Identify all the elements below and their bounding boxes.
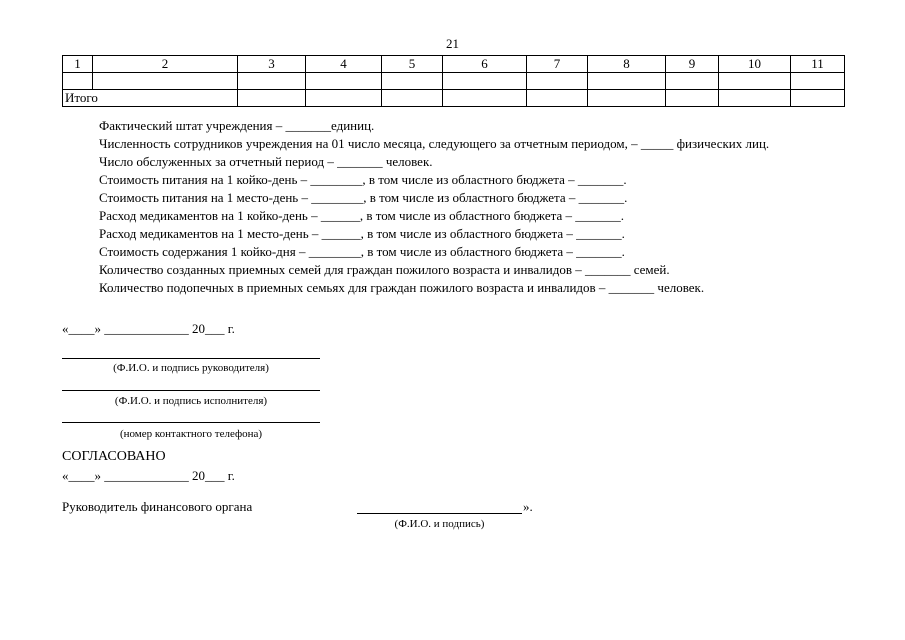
- column-number-8: 8: [588, 56, 666, 73]
- paragraph-served: Число обслуженных за отчетный период – _______ человек.: [99, 154, 433, 169]
- column-number-3: 3: [238, 56, 306, 73]
- signature-caption-head: (Ф.И.О. и подпись руководителя): [113, 362, 269, 374]
- table-cell: [93, 73, 238, 90]
- table-cell: [306, 73, 382, 90]
- column-number-2: 2: [93, 56, 238, 73]
- signature-caption-executor: (Ф.И.О. и подпись исполнителя): [114, 395, 268, 407]
- report-table: [62, 55, 845, 107]
- column-number-4: 4: [306, 56, 382, 73]
- paragraph-food-place-day: Стоимость питания на 1 место-день – ________, в том числе из областного бюджета – _______.: [99, 190, 628, 205]
- table-total-row: [63, 90, 845, 107]
- column-number-11: 11: [791, 56, 845, 73]
- table-cell: [791, 90, 845, 107]
- paragraph-food-bed-day: Стоимость питания на 1 койко-день – ________, в том числе из областного бюджета – _______.: [99, 172, 627, 187]
- paragraph-foster-wards: Количество подопечных в приемных семьях для граждан пожилого возраста и инвалидов – _______ человек.: [99, 280, 705, 295]
- column-number-5: 5: [382, 56, 443, 73]
- finance-signature-line: [357, 513, 522, 514]
- table-cell: [719, 73, 791, 90]
- table-cell: [666, 73, 719, 90]
- table-header-row: [63, 56, 845, 73]
- table-empty-row: [63, 73, 845, 90]
- table-cell: [63, 73, 93, 90]
- finance-tail: ».: [523, 499, 533, 514]
- table-cell: [382, 90, 443, 107]
- column-number-6: 6: [443, 56, 527, 73]
- table-cell: [238, 90, 306, 107]
- approved-title: СОГЛАСОВАНО: [62, 449, 166, 464]
- table-cell: [791, 73, 845, 90]
- signature-line-head: [62, 358, 320, 359]
- table-cell: [527, 73, 588, 90]
- column-number-10: 10: [719, 56, 791, 73]
- table-cell: [719, 90, 791, 107]
- paragraph-maintenance-cost: Стоимость содержания 1 койко-дня – ________, в том числе из областного бюджета – _______.: [99, 244, 625, 259]
- table-cell: [382, 73, 443, 90]
- table-cell: [527, 90, 588, 107]
- paragraph-medicine-place-day: Расход медикаментов на 1 место-день – ______, в том числе из областного бюджета – _______.: [99, 226, 625, 241]
- page-number: 21: [446, 36, 459, 51]
- table-cell: [588, 73, 666, 90]
- signature-line-phone: [62, 422, 320, 423]
- table-cell: [443, 73, 527, 90]
- table-cell: [588, 90, 666, 107]
- report-date: «____» _____________ 20___ г.: [62, 321, 235, 336]
- finance-caption: (Ф.И.О. и подпись): [394, 518, 485, 530]
- paragraph-medicine-bed-day: Расход медикаментов на 1 койко-день – ______, в том числе из областного бюджета – _______.: [99, 208, 625, 223]
- approved-date: «____» _____________ 20___ г.: [62, 468, 235, 483]
- column-number-9: 9: [666, 56, 719, 73]
- signature-caption-phone: (номер контактного телефона): [119, 428, 263, 440]
- paragraph-foster-families: Количество созданных приемных семей для граждан пожилого возраста и инвалидов – _______ семей.: [99, 262, 670, 277]
- signature-line-executor: [62, 390, 320, 391]
- paragraph-employees: Численность сотрудников учреждения на 01 число месяца, следующего за отчетным периодом, – _____ физических лиц.: [99, 136, 770, 151]
- table-cell: [443, 90, 527, 107]
- table-cell: [238, 73, 306, 90]
- total-label: Итого: [63, 90, 238, 107]
- report-body: [62, 117, 842, 297]
- column-number-7: 7: [527, 56, 588, 73]
- paragraph-staff: Фактический штат учреждения – _______единиц.: [99, 118, 375, 133]
- table-cell: [666, 90, 719, 107]
- finance-head-label: Руководитель финансового органа: [62, 499, 253, 514]
- column-number-1: 1: [63, 56, 93, 73]
- table-cell: [306, 90, 382, 107]
